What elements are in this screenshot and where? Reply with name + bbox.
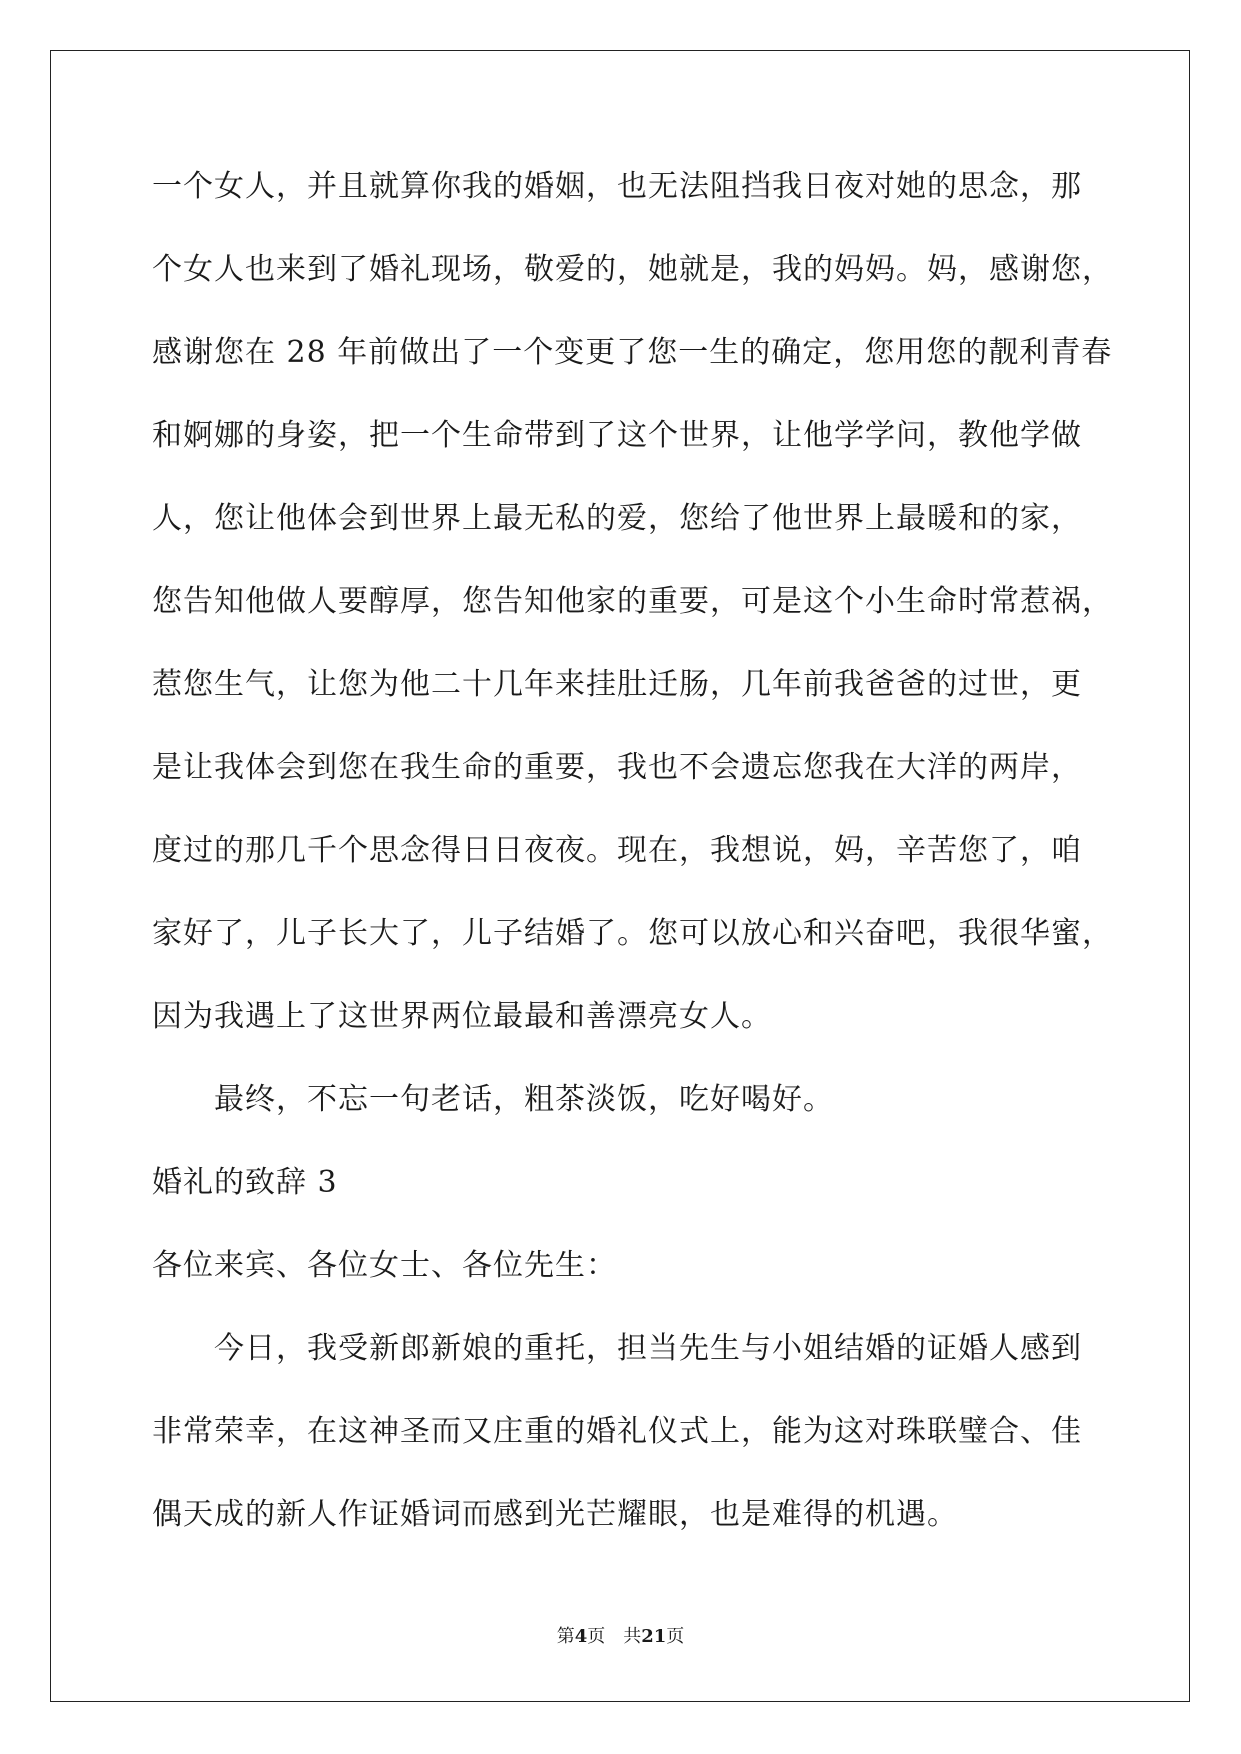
text-line: 一个女人，并且就算你我的婚姻，也无法阻挡我日夜对她的思念，那 [152,169,1082,204]
text-line: 惹您生气，让您为他二十几年来挂肚迁肠，几年前我爸爸的过世，更 [152,667,1082,702]
total-prefix: 共 [623,1626,642,1647]
text-line: 因为我遇上了这世界两位最最和善漂亮女人。 [152,999,772,1034]
text-line: 人，您让他体会到世界上最无私的爱，您给了他世界上最暖和的家， [152,501,1082,536]
paragraph-line: 今日，我受新郎新娘的重托，担当先生与小姐结婚的证婚人感到 [214,1331,1082,1366]
section-heading: 婚礼的致辞 3 [152,1165,338,1200]
paragraph-line: 最终，不忘一句老话，粗茶淡饭，吃好喝好。 [214,1082,834,1117]
text-line: 感谢您在 28 年前做出了一个变更了您一生的确定，您用您的靓利青春 [152,335,1113,370]
document-body [152,160,1112,1571]
text-line: 是让我体会到您在我生命的重要，我也不会遗忘您我在大洋的两岸， [152,750,1082,785]
text-line: 和婀娜的身姿，把一个生命带到了这个世界，让他学学问，教他学做 [152,418,1082,453]
total-suffix: 页 [666,1626,685,1647]
page-suffix: 页 [587,1626,606,1647]
page-number: 4 [574,1626,588,1647]
text-line: 偶天成的新人作证婚词而感到光芒耀眼，也是难得的机遇。 [152,1497,958,1532]
text-line: 非常荣幸，在这神圣而又庄重的婚礼仪式上，能为这对珠联璧合、佳 [152,1414,1082,1449]
page-prefix: 第 [556,1626,575,1647]
page-footer [0,1622,1241,1648]
text-line: 度过的那几千个思念得日日夜夜。现在，我想说，妈，辛苦您了，咱 [152,833,1082,868]
text-line: 您告知他做人要醇厚，您告知他家的重要，可是这个小生命时常惹祸， [152,584,1113,619]
total-pages: 21 [641,1626,667,1647]
salutation: 各位来宾、各位女士、各位先生： [152,1248,617,1283]
text-line: 家好了，儿子长大了，儿子结婚了。您可以放心和兴奋吧，我很华蜜， [152,916,1113,951]
text-line: 个女人也来到了婚礼现场，敬爱的，她就是，我的妈妈。妈，感谢您， [152,252,1113,287]
